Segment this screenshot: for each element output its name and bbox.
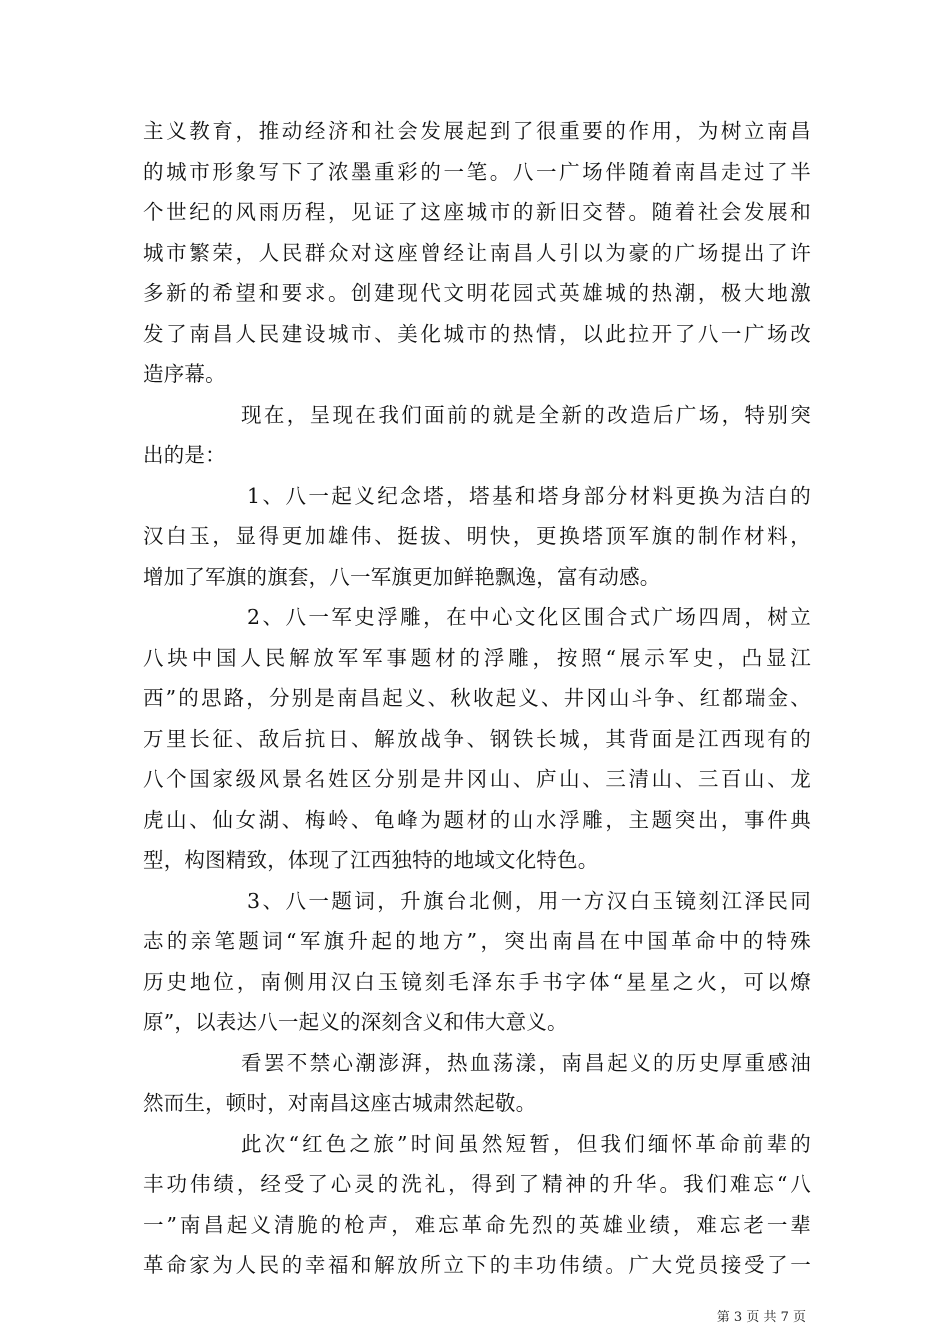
text-line: 万里长征、敌后抗日、解放战争、钢铁长城，其背面是江西现有的 (143, 726, 811, 751)
text-line: 2、八一军史浮雕，在中心文化区围合式广场四周，树立 (247, 605, 811, 629)
text-line: 西”的思路，分别是南昌起义、秋收起义、井冈山斗争、红都瑞金、 (143, 686, 811, 710)
text-line: 主义教育，推动经济和社会发展起到了很重要的作用，为树立南昌 (143, 119, 811, 143)
text-line: 此次“红色之旅”时间虽然短暂，但我们缅怀革命前辈的 (241, 1131, 811, 1156)
text-line: 历史地位，南侧用汉白玉镜刻毛泽东手书字体“星星之火，可以燎 (143, 969, 811, 994)
body-text (143, 111, 811, 1286)
text-line: 虎山、仙女湖、梅岭、龟峰为题材的山水浮雕，主题突出，事件典 (143, 807, 811, 832)
text-line: 3、八一题词，升旗台北侧，用一方汉白玉镜刻江泽民同 (247, 888, 811, 913)
text-line: 造序幕。 (143, 362, 226, 386)
text-line: 看罢不禁心潮澎湃，热血荡漾，南昌起义的历史厚重感油 (241, 1050, 811, 1075)
text-line: 原”，以表达八一起义的深刻含义和伟大意义。 (143, 1010, 568, 1034)
page-number: 第 3 页 共 7 页 (716, 1310, 806, 1325)
text-line: 型，构图精致，体现了江西独特的地域文化特色。 (143, 848, 599, 872)
text-line: 志的亲笔题词“军旗升起的地方”，突出南昌在中国革命中的特殊 (143, 929, 811, 953)
text-line: 1、八一起义纪念塔，塔基和塔身部分材料更换为洁白的 (247, 483, 811, 508)
text-line: 多新的希望和要求。创建现代文明花园式英雄城的热潮，极大地激 (143, 281, 811, 305)
text-line: 八个国家级风景名姓区分别是井冈山、庐山、三清山、三百山、龙 (143, 767, 811, 791)
text-line: 城市繁荣，人民群众对这座曾经让南昌人引以为豪的广场提出了许 (143, 240, 811, 265)
text-line: 个世纪的风雨历程，见证了这座城市的新旧交替。随着社会发展和 (143, 200, 811, 224)
text-line: 然而生，顿时，对南昌这座古城肃然起敬。 (143, 1091, 537, 1115)
text-line: 一”南昌起义清脆的枪声，难忘革命先烈的英雄业绩，难忘老一辈 (143, 1212, 811, 1237)
text-line: 现在，呈现在我们面前的就是全新的改造后广场，特别突 (241, 402, 811, 427)
text-line: 革命家为人民的幸福和解放所立下的丰功伟绩。广大党员接受了一 (143, 1253, 811, 1277)
text-line: 增加了军旗的旗套，八一军旗更加鲜艳飘逸，富有动感。 (143, 564, 661, 589)
text-line: 八块中国人民解放军军事题材的浮雕，按照“展示军史，凸显江 (143, 645, 811, 670)
text-line: 的城市形象写下了浓墨重彩的一笔。八一广场伴随着南昌走过了半 (143, 159, 811, 184)
text-line: 出的是： (143, 443, 226, 467)
text-line: 汉白玉，显得更加雄伟、挺拔、明快，更换塔顶军旗的制作材料， (143, 524, 811, 548)
text-line: 丰功伟绩，经受了心灵的洗礼，得到了精神的升华。我们难忘“八 (143, 1172, 811, 1196)
text-line: 发了南昌人民建设城市、美化城市的热情，以此拉开了八一广场改 (143, 321, 811, 346)
